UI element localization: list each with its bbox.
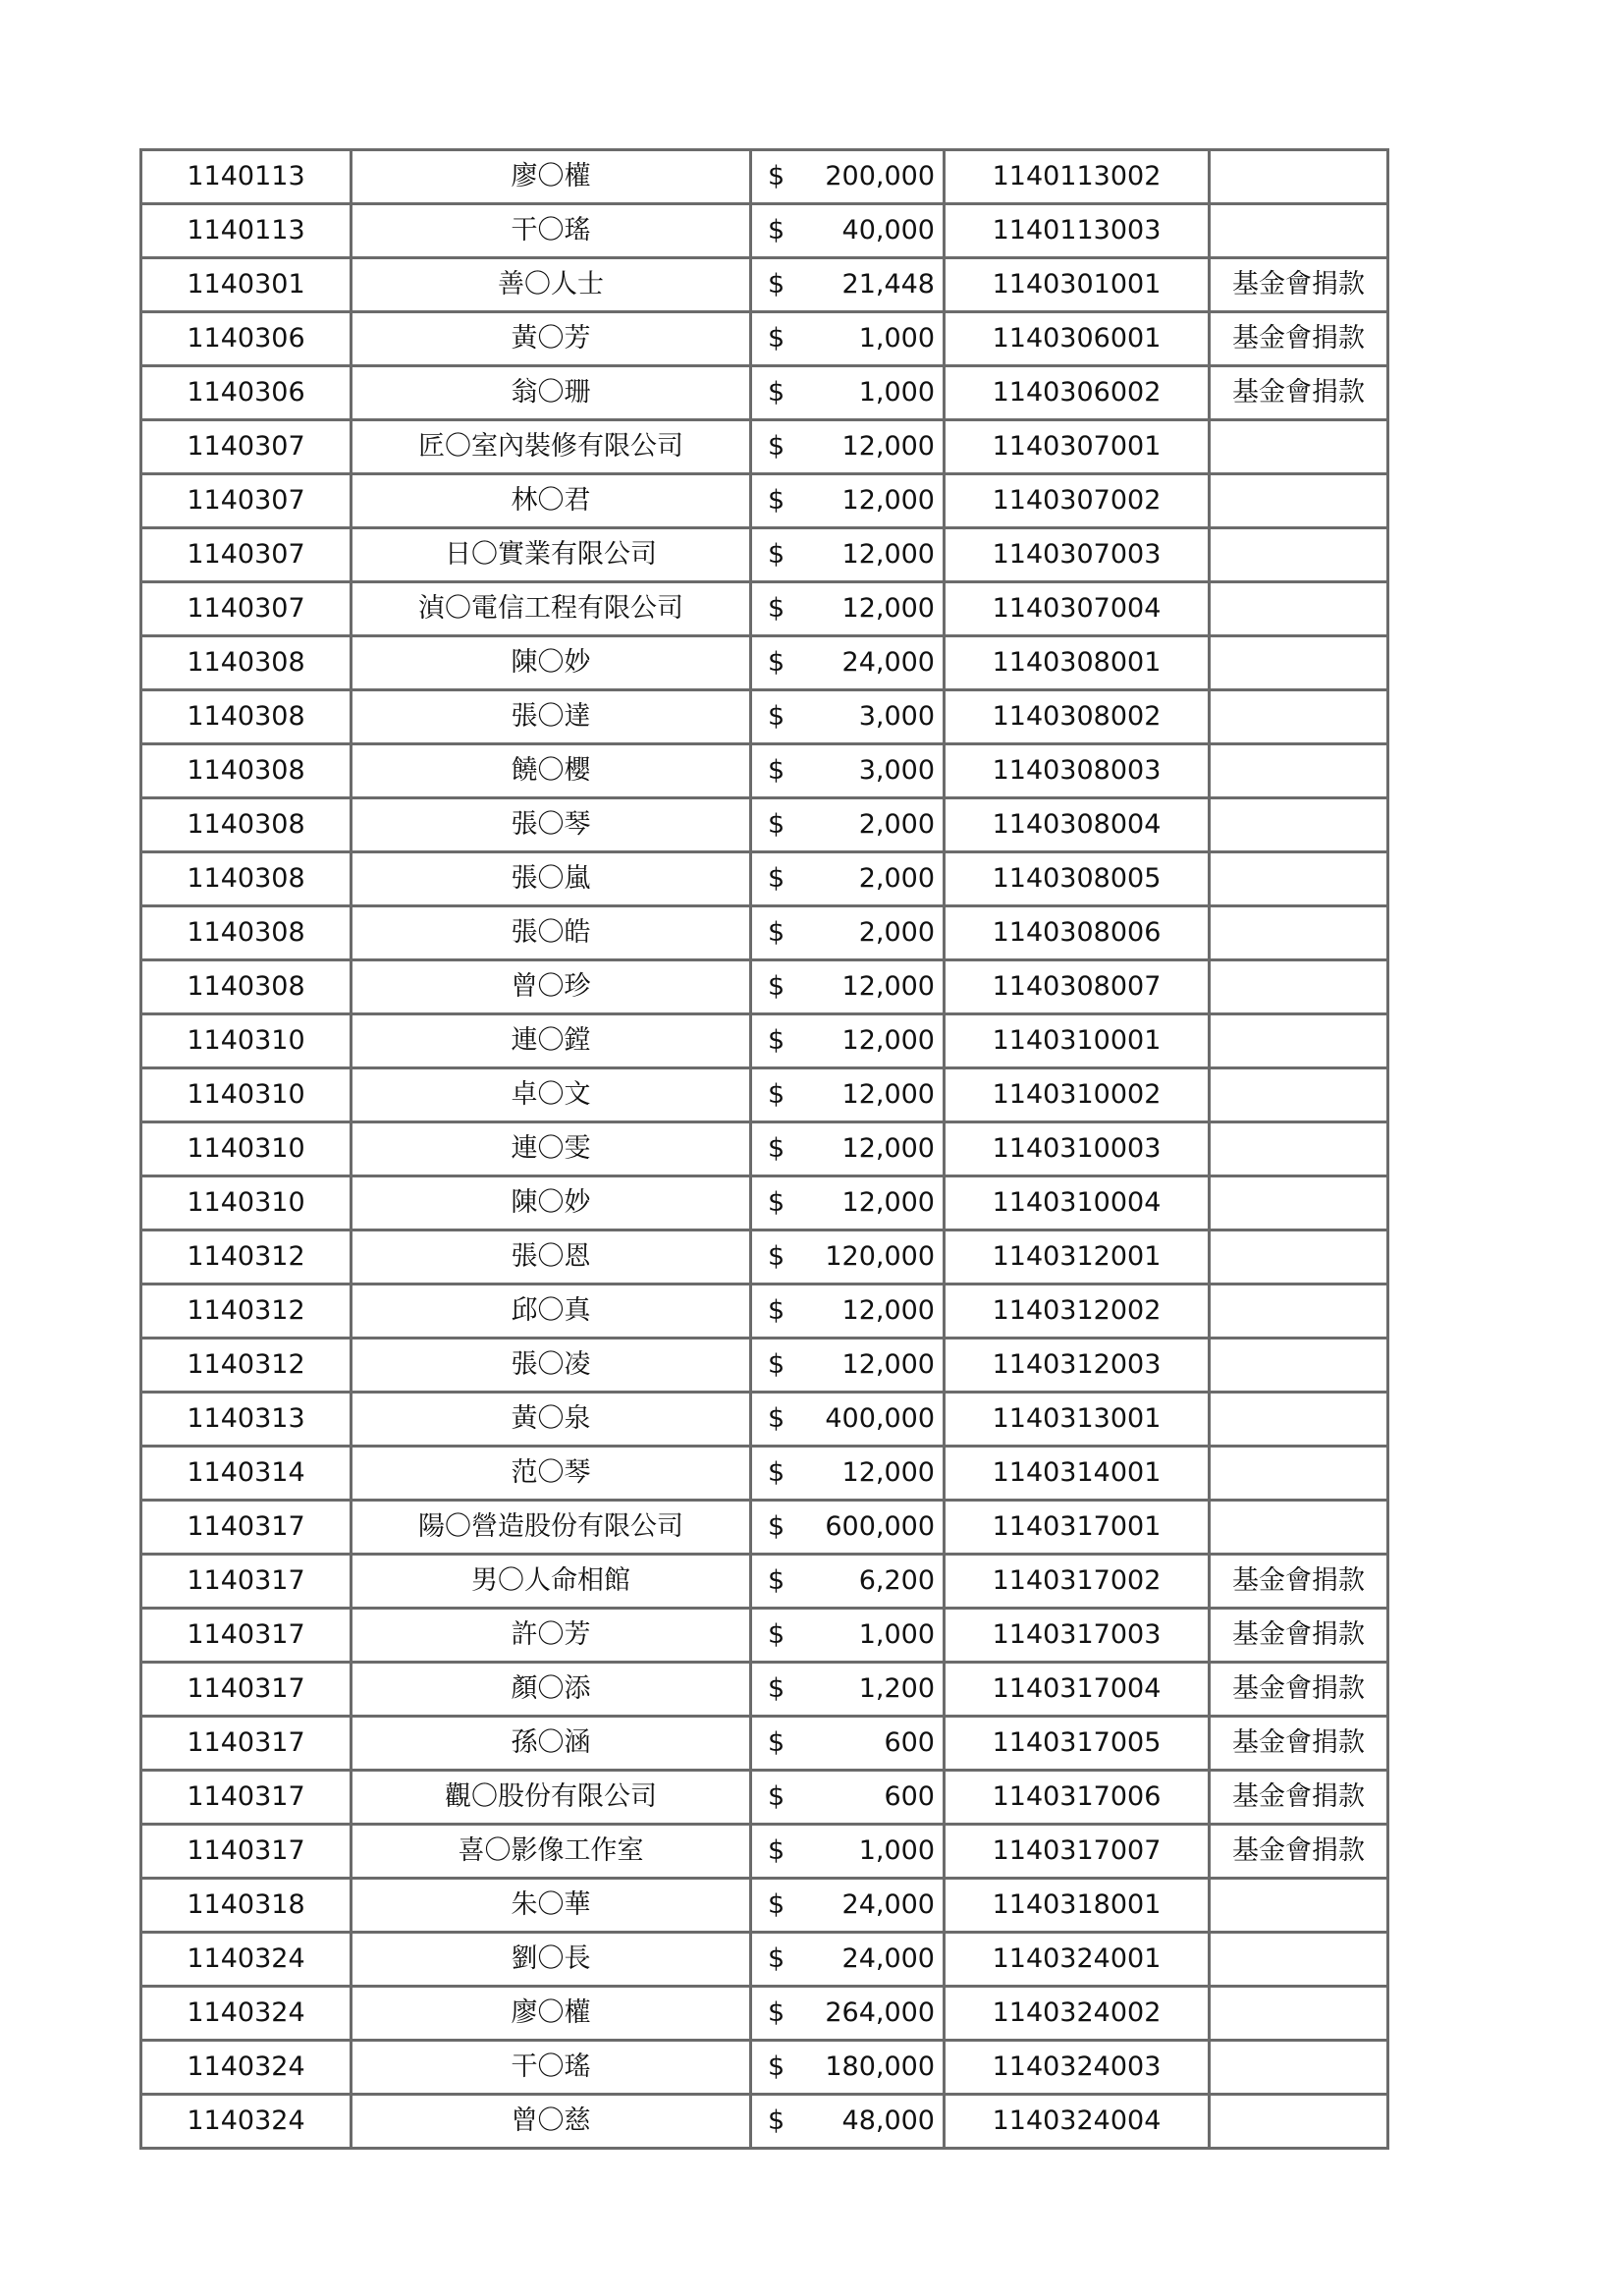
- amount-cell: [751, 744, 945, 798]
- note-cell: [1210, 1933, 1388, 1987]
- donation-date-cell: 1140324: [141, 1987, 352, 2041]
- table-row: [141, 2095, 1388, 2149]
- currency-symbol: $: [768, 323, 785, 354]
- amount-cell: [751, 1771, 945, 1825]
- table-row: [141, 1339, 1388, 1393]
- currency-symbol: $: [768, 1187, 785, 1218]
- receipt-number-cell: 1140324002: [945, 1987, 1210, 2041]
- note-cell: 基金會捐款: [1210, 1717, 1388, 1771]
- amount-cell: [751, 1879, 945, 1933]
- currency-symbol: $: [768, 1025, 785, 1056]
- receipt-number-cell: 1140317002: [945, 1555, 1210, 1609]
- amount-cell: [751, 1230, 945, 1285]
- amount-cell: [751, 1068, 945, 1122]
- donation-date-cell: 1140314: [141, 1447, 352, 1501]
- amount-cell: [751, 1933, 945, 1987]
- amount-cell: [751, 1393, 945, 1447]
- donor-name-cell: 喜〇影像工作室: [352, 1825, 751, 1879]
- note-cell: [1210, 798, 1388, 852]
- note-cell: 基金會捐款: [1210, 1825, 1388, 1879]
- receipt-number-cell: 1140313001: [945, 1393, 1210, 1447]
- amount-value: 1,000: [858, 1835, 935, 1866]
- amount-value: 24,000: [841, 1889, 935, 1920]
- note-cell: 基金會捐款: [1210, 1555, 1388, 1609]
- amount-value: 600: [884, 1781, 935, 1812]
- donor-name-cell: 廖〇權: [352, 150, 751, 204]
- donor-name-cell: 陽〇營造股份有限公司: [352, 1501, 751, 1555]
- currency-symbol: $: [768, 539, 785, 570]
- table-row: [141, 258, 1388, 312]
- currency-symbol: $: [768, 593, 785, 624]
- currency-symbol: $: [768, 1673, 785, 1704]
- donor-name-cell: 朱〇華: [352, 1879, 751, 1933]
- donation-date-cell: 1140312: [141, 1285, 352, 1339]
- note-cell: [1210, 1230, 1388, 1285]
- amount-value: 24,000: [841, 1943, 935, 1974]
- amount-value: 120,000: [825, 1241, 935, 1272]
- amount-value: 1,000: [858, 1619, 935, 1650]
- receipt-number-cell: 1140310004: [945, 1176, 1210, 1230]
- note-cell: [1210, 1068, 1388, 1122]
- table-row: [141, 1230, 1388, 1285]
- donor-name-cell: 黃〇泉: [352, 1393, 751, 1447]
- amount-value: 3,000: [858, 701, 935, 732]
- currency-symbol: $: [768, 1727, 785, 1758]
- amount-cell: [751, 1501, 945, 1555]
- amount-value: 48,000: [841, 2105, 935, 2136]
- amount-value: 2,000: [858, 809, 935, 840]
- amount-value: 200,000: [825, 161, 935, 191]
- note-cell: [1210, 1879, 1388, 1933]
- donation-date-cell: 1140308: [141, 852, 352, 906]
- table-row: [141, 1068, 1388, 1122]
- note-cell: 基金會捐款: [1210, 1609, 1388, 1663]
- table-row: [141, 798, 1388, 852]
- amount-value: 12,000: [841, 1133, 935, 1164]
- amount-value: 12,000: [841, 1349, 935, 1380]
- note-cell: [1210, 636, 1388, 690]
- donation-date-cell: 1140307: [141, 528, 352, 582]
- amount-cell: [751, 1014, 945, 1068]
- amount-value: 1,200: [858, 1673, 935, 1704]
- amount-value: 40,000: [841, 215, 935, 246]
- donation-date-cell: 1140308: [141, 690, 352, 744]
- currency-symbol: $: [768, 1457, 785, 1488]
- note-cell: [1210, 474, 1388, 528]
- receipt-number-cell: 1140307001: [945, 420, 1210, 474]
- amount-value: 12,000: [841, 539, 935, 570]
- donor-name-cell: 湞〇電信工程有限公司: [352, 582, 751, 636]
- amount-value: 12,000: [841, 593, 935, 624]
- donation-date-cell: 1140312: [141, 1230, 352, 1285]
- donor-name-cell: 曾〇珍: [352, 960, 751, 1014]
- table-row: [141, 852, 1388, 906]
- currency-symbol: $: [768, 971, 785, 1002]
- donor-name-cell: 陳〇妙: [352, 636, 751, 690]
- donation-date-cell: 1140301: [141, 258, 352, 312]
- donation-date-cell: 1140308: [141, 960, 352, 1014]
- table-row: [141, 1717, 1388, 1771]
- table-row: [141, 1393, 1388, 1447]
- note-cell: [1210, 528, 1388, 582]
- donor-name-cell: 連〇雯: [352, 1122, 751, 1176]
- currency-symbol: $: [768, 1619, 785, 1650]
- currency-symbol: $: [768, 2105, 785, 2136]
- receipt-number-cell: 1140307003: [945, 528, 1210, 582]
- donation-date-cell: 1140324: [141, 1933, 352, 1987]
- donation-date-cell: 1140308: [141, 744, 352, 798]
- donation-date-cell: 1140317: [141, 1717, 352, 1771]
- receipt-number-cell: 1140308003: [945, 744, 1210, 798]
- currency-symbol: $: [768, 1943, 785, 1974]
- currency-symbol: $: [768, 485, 785, 516]
- amount-cell: [751, 906, 945, 960]
- table-row: [141, 312, 1388, 366]
- amount-cell: [751, 798, 945, 852]
- amount-value: 600,000: [825, 1511, 935, 1542]
- donation-date-cell: 1140317: [141, 1501, 352, 1555]
- currency-symbol: $: [768, 647, 785, 678]
- amount-cell: [751, 1717, 945, 1771]
- table-row: [141, 1122, 1388, 1176]
- note-cell: 基金會捐款: [1210, 366, 1388, 420]
- receipt-number-cell: 1140113003: [945, 204, 1210, 258]
- receipt-number-cell: 1140308002: [945, 690, 1210, 744]
- amount-cell: [751, 1339, 945, 1393]
- table-row: [141, 582, 1388, 636]
- donation-date-cell: 1140307: [141, 420, 352, 474]
- donor-name-cell: 張〇嵐: [352, 852, 751, 906]
- donor-name-cell: 日〇實業有限公司: [352, 528, 751, 582]
- donation-date-cell: 1140310: [141, 1176, 352, 1230]
- table-row: [141, 1879, 1388, 1933]
- currency-symbol: $: [768, 1133, 785, 1164]
- receipt-number-cell: 1140306001: [945, 312, 1210, 366]
- amount-cell: [751, 690, 945, 744]
- donor-name-cell: 干〇瑤: [352, 2041, 751, 2095]
- table-row: [141, 636, 1388, 690]
- table-row: [141, 1447, 1388, 1501]
- table-row: [141, 960, 1388, 1014]
- currency-symbol: $: [768, 755, 785, 786]
- donor-name-cell: 翁〇珊: [352, 366, 751, 420]
- note-cell: [1210, 960, 1388, 1014]
- note-cell: [1210, 1285, 1388, 1339]
- donor-name-cell: 曾〇慈: [352, 2095, 751, 2149]
- table-row: [141, 420, 1388, 474]
- table-row: [141, 2041, 1388, 2095]
- receipt-number-cell: 1140308005: [945, 852, 1210, 906]
- receipt-number-cell: 1140317004: [945, 1663, 1210, 1717]
- amount-cell: [751, 150, 945, 204]
- currency-symbol: $: [768, 1997, 785, 2028]
- currency-symbol: $: [768, 1403, 785, 1434]
- amount-value: 264,000: [825, 1997, 935, 2028]
- amount-cell: [751, 1176, 945, 1230]
- donation-date-cell: 1140310: [141, 1014, 352, 1068]
- amount-cell: [751, 366, 945, 420]
- receipt-number-cell: 1140307004: [945, 582, 1210, 636]
- donor-name-cell: 干〇瑤: [352, 204, 751, 258]
- donation-date-cell: 1140308: [141, 906, 352, 960]
- donor-name-cell: 劉〇長: [352, 1933, 751, 1987]
- table-row: [141, 1771, 1388, 1825]
- amount-value: 600: [884, 1727, 935, 1758]
- donation-date-cell: 1140310: [141, 1068, 352, 1122]
- amount-value: 180,000: [825, 2051, 935, 2082]
- table-row: [141, 1825, 1388, 1879]
- receipt-number-cell: 1140310003: [945, 1122, 1210, 1176]
- table-row: [141, 1176, 1388, 1230]
- note-cell: 基金會捐款: [1210, 258, 1388, 312]
- donor-name-cell: 孫〇涵: [352, 1717, 751, 1771]
- table-row: [141, 150, 1388, 204]
- note-cell: [1210, 1987, 1388, 2041]
- note-cell: [1210, 690, 1388, 744]
- currency-symbol: $: [768, 431, 785, 462]
- donation-date-cell: 1140317: [141, 1825, 352, 1879]
- receipt-number-cell: 1140317007: [945, 1825, 1210, 1879]
- amount-value: 12,000: [841, 485, 935, 516]
- table-row: [141, 528, 1388, 582]
- donor-name-cell: 卓〇文: [352, 1068, 751, 1122]
- currency-symbol: $: [768, 1295, 785, 1326]
- amount-value: 6,200: [858, 1565, 935, 1596]
- amount-value: 1,000: [858, 323, 935, 354]
- donation-table-body: [141, 150, 1388, 2149]
- currency-symbol: $: [768, 1565, 785, 1596]
- amount-cell: [751, 1987, 945, 2041]
- amount-cell: [751, 852, 945, 906]
- receipt-number-cell: 1140324004: [945, 2095, 1210, 2149]
- note-cell: 基金會捐款: [1210, 312, 1388, 366]
- donation-date-cell: 1140317: [141, 1555, 352, 1609]
- amount-cell: [751, 636, 945, 690]
- receipt-number-cell: 1140308004: [945, 798, 1210, 852]
- currency-symbol: $: [768, 1241, 785, 1272]
- table-row: [141, 744, 1388, 798]
- receipt-number-cell: 1140314001: [945, 1447, 1210, 1501]
- table-row: [141, 1933, 1388, 1987]
- donation-date-cell: 1140324: [141, 2095, 352, 2149]
- amount-value: 24,000: [841, 647, 935, 678]
- currency-symbol: $: [768, 377, 785, 408]
- receipt-number-cell: 1140318001: [945, 1879, 1210, 1933]
- donor-name-cell: 連〇鏜: [352, 1014, 751, 1068]
- currency-symbol: $: [768, 269, 785, 300]
- receipt-number-cell: 1140308007: [945, 960, 1210, 1014]
- amount-value: 2,000: [858, 917, 935, 948]
- donor-name-cell: 顏〇添: [352, 1663, 751, 1717]
- table-row: [141, 474, 1388, 528]
- amount-cell: [751, 1609, 945, 1663]
- donor-name-cell: 范〇琴: [352, 1447, 751, 1501]
- receipt-number-cell: 1140310002: [945, 1068, 1210, 1122]
- amount-cell: [751, 1555, 945, 1609]
- note-cell: [1210, 906, 1388, 960]
- donor-name-cell: 男〇人命相館: [352, 1555, 751, 1609]
- note-cell: [1210, 582, 1388, 636]
- currency-symbol: $: [768, 1079, 785, 1110]
- receipt-number-cell: 1140308006: [945, 906, 1210, 960]
- currency-symbol: $: [768, 863, 785, 894]
- amount-value: 12,000: [841, 431, 935, 462]
- donation-date-cell: 1140313: [141, 1393, 352, 1447]
- table-row: [141, 1663, 1388, 1717]
- amount-cell: [751, 1825, 945, 1879]
- currency-symbol: $: [768, 2051, 785, 2082]
- donor-name-cell: 黃〇芳: [352, 312, 751, 366]
- receipt-number-cell: 1140317001: [945, 1501, 1210, 1555]
- donor-name-cell: 饒〇櫻: [352, 744, 751, 798]
- amount-cell: [751, 1447, 945, 1501]
- receipt-number-cell: 1140317003: [945, 1609, 1210, 1663]
- note-cell: [1210, 2095, 1388, 2149]
- receipt-number-cell: 1140307002: [945, 474, 1210, 528]
- currency-symbol: $: [768, 1781, 785, 1812]
- note-cell: [1210, 2041, 1388, 2095]
- note-cell: [1210, 744, 1388, 798]
- amount-value: 12,000: [841, 1295, 935, 1326]
- donation-date-cell: 1140310: [141, 1122, 352, 1176]
- donation-date-cell: 1140317: [141, 1771, 352, 1825]
- donation-date-cell: 1140306: [141, 312, 352, 366]
- receipt-number-cell: 1140306002: [945, 366, 1210, 420]
- currency-symbol: $: [768, 1835, 785, 1866]
- donation-date-cell: 1140113: [141, 150, 352, 204]
- amount-value: 12,000: [841, 1457, 935, 1488]
- table-row: [141, 366, 1388, 420]
- donation-date-cell: 1140312: [141, 1339, 352, 1393]
- note-cell: 基金會捐款: [1210, 1663, 1388, 1717]
- receipt-number-cell: 1140301001: [945, 258, 1210, 312]
- note-cell: [1210, 1122, 1388, 1176]
- note-cell: [1210, 420, 1388, 474]
- amount-cell: [751, 960, 945, 1014]
- donation-date-cell: 1140113: [141, 204, 352, 258]
- currency-symbol: $: [768, 917, 785, 948]
- donor-name-cell: 張〇達: [352, 690, 751, 744]
- amount-cell: [751, 420, 945, 474]
- amount-cell: [751, 474, 945, 528]
- note-cell: [1210, 1176, 1388, 1230]
- receipt-number-cell: 1140317006: [945, 1771, 1210, 1825]
- amount-cell: [751, 1285, 945, 1339]
- amount-value: 12,000: [841, 1025, 935, 1056]
- currency-symbol: $: [768, 1511, 785, 1542]
- donor-name-cell: 張〇凌: [352, 1339, 751, 1393]
- amount-value: 12,000: [841, 971, 935, 1002]
- amount-cell: [751, 582, 945, 636]
- amount-value: 12,000: [841, 1187, 935, 1218]
- donation-date-cell: 1140308: [141, 636, 352, 690]
- amount-cell: [751, 258, 945, 312]
- receipt-number-cell: 1140310001: [945, 1014, 1210, 1068]
- note-cell: [1210, 852, 1388, 906]
- amount-cell: [751, 204, 945, 258]
- receipt-number-cell: 1140312001: [945, 1230, 1210, 1285]
- amount-cell: [751, 2095, 945, 2149]
- donation-date-cell: 1140306: [141, 366, 352, 420]
- amount-cell: [751, 312, 945, 366]
- note-cell: [1210, 1501, 1388, 1555]
- donor-name-cell: 善〇人士: [352, 258, 751, 312]
- table-row: [141, 690, 1388, 744]
- amount-value: 400,000: [825, 1403, 935, 1434]
- donor-name-cell: 張〇恩: [352, 1230, 751, 1285]
- note-cell: [1210, 1393, 1388, 1447]
- note-cell: [1210, 1014, 1388, 1068]
- amount-value: 3,000: [858, 755, 935, 786]
- amount-value: 2,000: [858, 863, 935, 894]
- receipt-number-cell: 1140317005: [945, 1717, 1210, 1771]
- donation-date-cell: 1140307: [141, 474, 352, 528]
- table-row: [141, 1285, 1388, 1339]
- note-cell: 基金會捐款: [1210, 1771, 1388, 1825]
- note-cell: [1210, 1339, 1388, 1393]
- amount-cell: [751, 1663, 945, 1717]
- amount-value: 12,000: [841, 1079, 935, 1110]
- receipt-number-cell: 1140113002: [945, 150, 1210, 204]
- donation-date-cell: 1140324: [141, 2041, 352, 2095]
- amount-cell: [751, 2041, 945, 2095]
- note-cell: [1210, 1447, 1388, 1501]
- donor-name-cell: 陳〇妙: [352, 1176, 751, 1230]
- receipt-number-cell: 1140324003: [945, 2041, 1210, 2095]
- currency-symbol: $: [768, 1889, 785, 1920]
- receipt-number-cell: 1140312003: [945, 1339, 1210, 1393]
- donor-name-cell: 林〇君: [352, 474, 751, 528]
- currency-symbol: $: [768, 1349, 785, 1380]
- table-row: [141, 1014, 1388, 1068]
- donor-name-cell: 觀〇股份有限公司: [352, 1771, 751, 1825]
- donation-date-cell: 1140318: [141, 1879, 352, 1933]
- amount-cell: [751, 1122, 945, 1176]
- donor-name-cell: 許〇芳: [352, 1609, 751, 1663]
- amount-value: 21,448: [841, 269, 935, 300]
- amount-value: 1,000: [858, 377, 935, 408]
- currency-symbol: $: [768, 161, 785, 191]
- donation-date-cell: 1140317: [141, 1663, 352, 1717]
- note-cell: [1210, 204, 1388, 258]
- donor-name-cell: 張〇琴: [352, 798, 751, 852]
- donation-date-cell: 1140307: [141, 582, 352, 636]
- donor-name-cell: 匠〇室內裝修有限公司: [352, 420, 751, 474]
- table-row: [141, 1609, 1388, 1663]
- table-row: [141, 1987, 1388, 2041]
- donation-table: [139, 148, 1389, 2150]
- table-row: [141, 906, 1388, 960]
- receipt-number-cell: 1140308001: [945, 636, 1210, 690]
- receipt-number-cell: 1140312002: [945, 1285, 1210, 1339]
- amount-cell: [751, 528, 945, 582]
- donor-name-cell: 廖〇權: [352, 1987, 751, 2041]
- note-cell: [1210, 150, 1388, 204]
- receipt-number-cell: 1140324001: [945, 1933, 1210, 1987]
- currency-symbol: $: [768, 809, 785, 840]
- donor-name-cell: 張〇皓: [352, 906, 751, 960]
- donation-date-cell: 1140308: [141, 798, 352, 852]
- table-row: [141, 1501, 1388, 1555]
- currency-symbol: $: [768, 215, 785, 246]
- donation-date-cell: 1140317: [141, 1609, 352, 1663]
- currency-symbol: $: [768, 701, 785, 732]
- table-row: [141, 204, 1388, 258]
- donor-name-cell: 邱〇真: [352, 1285, 751, 1339]
- table-row: [141, 1555, 1388, 1609]
